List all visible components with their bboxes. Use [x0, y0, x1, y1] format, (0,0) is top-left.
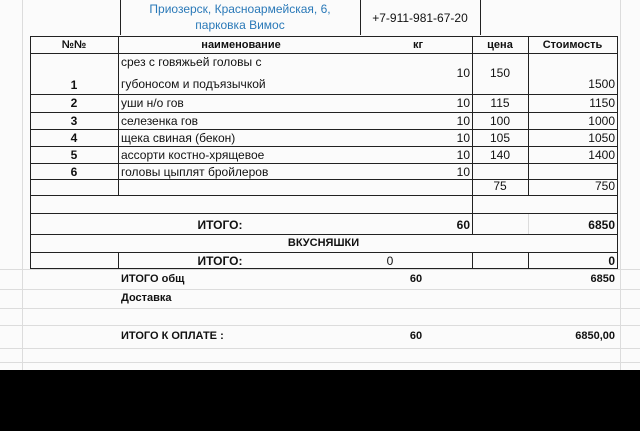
total-2-kg: 0 [386, 254, 394, 268]
table-row-4-num: 4 [70, 131, 78, 145]
total-1-cost: 6850 [588, 218, 615, 232]
table-row-4-name: щека свиная (бекон) [121, 131, 236, 145]
table-row-5-name: ассорти костно-хрящевое [121, 148, 265, 162]
total-general-label: ИТОГО общ [121, 273, 185, 285]
table-row-3-num: 3 [70, 114, 78, 128]
column-header-price: цена [487, 39, 513, 51]
to-pay-kg: 60 [409, 330, 423, 342]
address-line-2: парковка Вимос [195, 18, 285, 32]
table-row-1-price: 150 [489, 66, 511, 80]
table-row-2-num: 2 [70, 96, 78, 110]
table-row-1-name-line1: срез с говяжьей головы с [121, 55, 262, 69]
total-general-kg: 60 [409, 273, 423, 285]
table-row-2-name: уши н/о гов [121, 96, 184, 110]
table-row-6-kg: 10 [456, 165, 470, 179]
table-row-1-kg: 10 [456, 66, 470, 80]
column-header-kg: кг [412, 39, 424, 51]
total-1-label: ИТОГО: [197, 218, 243, 232]
total-2-label: ИТОГО: [197, 254, 243, 268]
to-pay-label: ИТОГО К ОПЛАТЕ : [121, 330, 224, 342]
table-row-2-cost: 1150 [589, 96, 615, 110]
table-row-3-cost: 1000 [588, 114, 615, 128]
section-title-vkusnyashki: ВКУСНЯШКИ [287, 237, 360, 249]
total-1-kg: 60 [456, 218, 470, 232]
table-row-5-cost: 1400 [588, 148, 615, 162]
address-line-1: Приозерск, Красноармейская, 6, [149, 2, 331, 16]
to-pay-cost: 6850,00 [575, 330, 615, 342]
delivery-label: Доставка [121, 292, 172, 304]
table-row-6-cost: 750 [594, 179, 615, 193]
table-row-1-cost: 1500 [588, 77, 615, 91]
table-row-5-price: 140 [489, 148, 511, 162]
table-row-6-price: 75 [493, 179, 507, 193]
table-row-4-price: 105 [489, 131, 511, 145]
phone-number: +7-911-981-67-20 [372, 11, 468, 25]
table-row-5-num: 5 [70, 148, 78, 162]
total-general-cost: 6850 [590, 273, 615, 285]
table-row-3-kg: 10 [456, 114, 470, 128]
table-row-4-kg: 10 [456, 131, 470, 145]
table-row-2-kg: 10 [456, 96, 470, 110]
table-row-1-name-line2: губоносом и подъязычкой [121, 77, 266, 91]
column-header-name: наименование [201, 39, 281, 51]
table-row-5-kg: 10 [456, 148, 470, 162]
total-2-cost: 0 [608, 254, 615, 268]
table-row-2-price: 115 [490, 96, 510, 110]
table-row-3-name: селезенка гов [121, 114, 199, 128]
table-row-6-name: головы цыплят бройлеров [121, 165, 269, 179]
column-header-num: №№ [61, 39, 87, 51]
black-bottom-band [0, 370, 640, 431]
column-header-cost: Стоимость [542, 39, 603, 51]
table-row-6-num: 6 [70, 165, 78, 179]
table-row-4-cost: 1050 [588, 131, 615, 145]
table-row-3-price: 100 [489, 114, 511, 128]
table-row-1-num: 1 [70, 78, 78, 92]
